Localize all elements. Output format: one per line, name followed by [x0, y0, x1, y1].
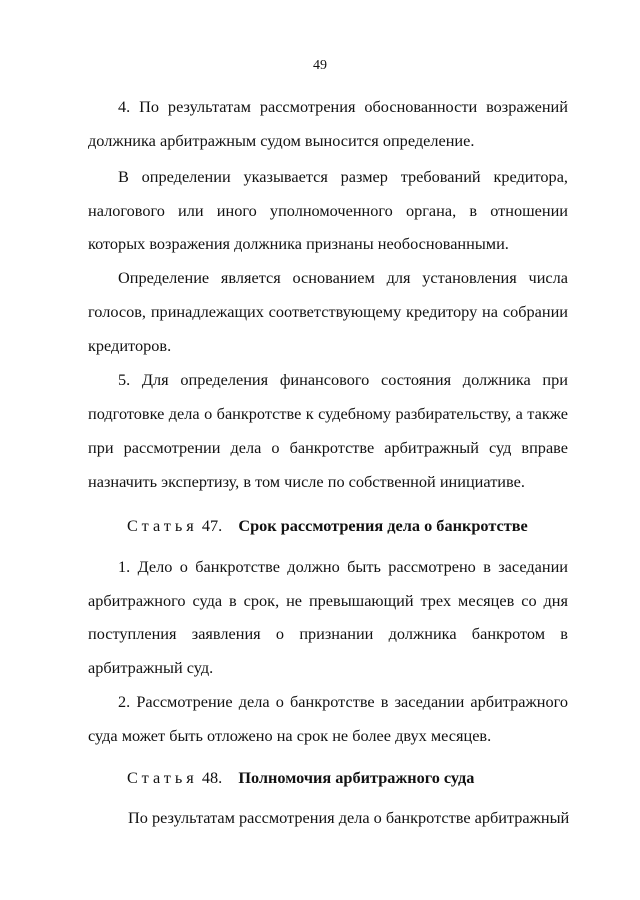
paragraph-line: подготовке дела о банкротстве к судебному разбирательству, а также — [88, 404, 568, 423]
paragraph-line: поступления заявления о признании должника банкротом в — [88, 624, 568, 643]
article-heading — [127, 768, 474, 788]
article-label: Статья — [127, 768, 198, 787]
paragraph-line: 1. Дело о банкротстве должно быть рассмотрено в заседании — [118, 557, 568, 576]
paragraph-line: арбитражный суд. — [88, 658, 214, 677]
paragraph-line: 4. По результатам рассмотрения обоснованности возражений — [118, 97, 568, 116]
paragraph-line: кредиторов. — [88, 336, 172, 355]
paragraph-line: 2. Рассмотрение дела о банкротстве в заседании арбитражного — [118, 692, 568, 711]
paragraph-line: голосов, принадлежащих соответствующему кредитору на собрании — [88, 302, 568, 321]
article-label: Статья — [127, 516, 198, 535]
article-heading — [127, 516, 528, 536]
page-number: 49 — [313, 58, 327, 73]
paragraph-line: назначить экспертизу, в том числе по собственной инициативе. — [88, 472, 525, 491]
paragraph-line: В определении указывается размер требований кредитора, — [118, 167, 568, 186]
article-title: Срок рассмотрения дела о банкротстве — [238, 516, 528, 535]
paragraph-line: По результатам рассмотрения дела о банкротстве арбитражный — [128, 808, 570, 827]
paragraph-line: арбитражного суда в срок, не превышающий трех месяцев со дня — [88, 591, 568, 610]
article-title: Полномочия арбитражного суда — [238, 768, 475, 787]
article-number: 48. — [201, 768, 223, 787]
paragraph-line: должника арбитражным судом выносится определение. — [88, 131, 475, 150]
paragraph-line: суда может быть отложено на срок не более двух месяцев. — [88, 726, 492, 745]
article-number: 47. — [201, 516, 223, 535]
paragraph-line: 5. Для определения финансового состояния должника при — [118, 370, 568, 389]
paragraph-line: налогового или иного уполномоченного органа, в отношении — [88, 201, 568, 220]
paragraph-line: которых возражения должника признаны необоснованными. — [88, 234, 509, 253]
paragraph-line: Определение является основанием для установления числа — [118, 268, 568, 287]
paragraph-line: при рассмотрении дела о банкротстве арбитражный суд вправе — [88, 438, 568, 457]
